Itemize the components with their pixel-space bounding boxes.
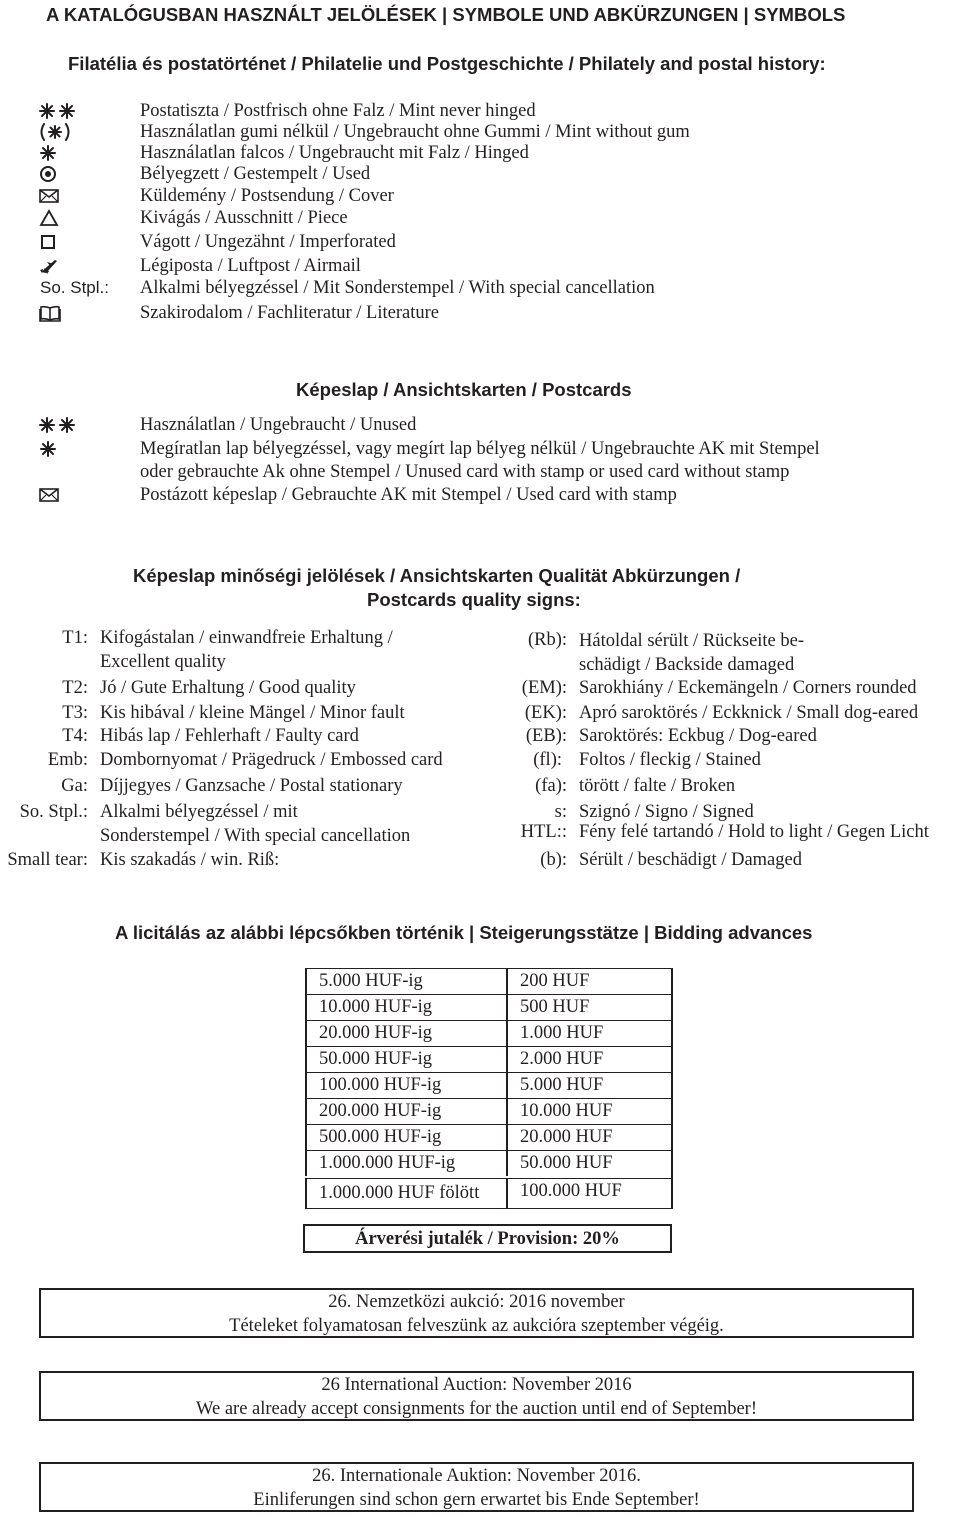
- symbol-description: Megíratlan lap bélyegzéssel, vagy megírt lap bélyeg nélkül / Ungebrauchte AK mit Stempel: [140, 439, 820, 459]
- table-row: [305, 994, 671, 1020]
- quality-description: Alkalmi bélyegzéssel / mit: [100, 802, 298, 822]
- quality-code: T1:: [62, 628, 88, 648]
- open-book-icon: [38, 302, 98, 324]
- symbol-description: oder gebrauchte Ak ohne Stempel / Unused card with stamp or used card without stamp: [140, 462, 790, 482]
- bid-limit-cell: 50.000 HUF-ig: [319, 1049, 433, 1069]
- bid-limit-cell: 500.000 HUF-ig: [319, 1127, 442, 1147]
- double-asterisk-icon: [38, 100, 98, 122]
- quality-description: Apró saroktörés / Eckknick / Small dog-eared: [579, 703, 919, 723]
- notice-line-2: Tételeket folyamatosan felveszünk az aukcióra szeptember végéig.: [229, 1316, 724, 1336]
- table-row: [305, 1124, 671, 1150]
- quality-code: (fa):: [535, 776, 567, 796]
- symbol-description: Vágott / Ungezähnt / Imperforated: [140, 232, 396, 252]
- bid-step-cell: 2.000 HUF: [520, 1049, 604, 1069]
- quality-code: (EK):: [524, 703, 567, 723]
- square-icon: [38, 231, 98, 253]
- notice-line-1: 26. Nemzetközi aukció: 2016 november: [328, 1292, 625, 1312]
- quality-code: (EB):: [525, 726, 567, 746]
- quality-code: s:: [554, 802, 567, 822]
- quality-description: Hibás lap / Fehlerhaft / Faulty card: [100, 726, 359, 746]
- page-title: A KATALÓGUSBAN HASZNÁLT JELÖLÉSEK | SYMBOLE UND ABKÜRZUNGEN | SYMBOLS: [46, 4, 846, 25]
- quality-description: Szignó / Signo / Signed: [579, 802, 754, 822]
- quality-section-title-line1: Képeslap minőségi jelölések / Ansichtskarten Qualität Abkürzungen /: [133, 565, 741, 586]
- symbol-description: Postatiszta / Postfrisch ohne Falz / Mint never hinged: [140, 101, 536, 121]
- bid-step-cell: 1.000 HUF: [520, 1023, 604, 1043]
- bidding-section-title: A licitálás az alábbi lépcsőkben történik | Steigerungsstätze | Bidding advances: [115, 922, 813, 943]
- quality-code: Small tear:: [7, 850, 88, 870]
- quality-code: (EM):: [521, 678, 567, 698]
- bid-step-cell: 500 HUF: [520, 997, 590, 1017]
- symbol-description: Használatlan falcos / Ungebraucht mit Falz / Hinged: [140, 143, 529, 163]
- bid-step-cell: 100.000 HUF: [520, 1181, 622, 1201]
- quality-description: Fény felé tartandó / Hold to light / Gegen Licht: [579, 822, 929, 842]
- asterisk-icon: [38, 142, 98, 164]
- notice-line-1: 26. Internationale Auktion: November 2016.: [312, 1466, 641, 1486]
- table-row: [305, 1178, 671, 1208]
- table-row: [305, 968, 671, 994]
- bid-step-cell: 10.000 HUF: [520, 1101, 613, 1121]
- bid-step-cell: 20.000 HUF: [520, 1127, 613, 1147]
- symbol-description: Szakirodalom / Fachliteratur / Literature: [140, 303, 439, 323]
- quality-description: Dombornyomat / Prägedruck / Embossed card: [100, 750, 443, 770]
- quality-description: Sonderstempel / With special cancellation: [100, 826, 411, 846]
- bid-limit-cell: 100.000 HUF-ig: [319, 1075, 442, 1095]
- quality-code: Emb:: [47, 750, 88, 770]
- table-row: [305, 1046, 671, 1072]
- envelope-icon: [38, 484, 98, 506]
- quality-description: Kifogástalan / einwandfreie Erhaltung /: [100, 628, 393, 648]
- quality-code: T4:: [62, 726, 88, 746]
- quality-description: Sarokhiány / Eckemängeln / Corners rounded: [579, 678, 917, 698]
- triangle-icon: [38, 207, 98, 229]
- bidding-table: [305, 968, 673, 1209]
- symbol-description: Légiposta / Luftpost / Airmail: [140, 256, 361, 276]
- quality-code: (Rb):: [527, 630, 567, 650]
- quality-description: schädigt / Backside damaged: [579, 655, 795, 675]
- philately-section-title: Filatélia és postatörténet / Philatelie und Postgeschichte / Philately and postal history:: [68, 53, 826, 74]
- double-asterisk-icon: [38, 414, 98, 436]
- circled-dot-icon: [38, 163, 98, 185]
- table-row: [305, 1020, 671, 1046]
- parenthesized-asterisk-icon: [38, 121, 98, 143]
- bid-limit-cell: 200.000 HUF-ig: [319, 1101, 442, 1121]
- quality-code: T3:: [62, 703, 88, 723]
- quality-description: Excellent quality: [100, 652, 226, 672]
- quality-code: So. Stpl.:: [19, 802, 88, 822]
- notice-box-german: [39, 1462, 914, 1512]
- quality-description: Foltos / fleckig / Stained: [579, 750, 761, 770]
- quality-code: (fl):: [533, 750, 562, 770]
- quality-description: Díjjegyes / Ganzsache / Postal stationary: [100, 776, 403, 796]
- notice-line-1: 26 International Auction: November 2016: [321, 1375, 632, 1395]
- table-row: [305, 1150, 671, 1176]
- notice-box-hungarian: [39, 1288, 914, 1338]
- provision-text: Árverési jutalék / Provision: 20%: [355, 1229, 620, 1249]
- symbol-description: Alkalmi bélyegzéssel / Mit Sonderstempel / With special cancellation: [140, 278, 655, 298]
- envelope-icon: [38, 185, 98, 207]
- quality-code: (b):: [540, 850, 567, 870]
- notice-line-2: We are already accept consignments for the auction until end of September!: [196, 1399, 757, 1419]
- symbol-description: Küldemény / Postsendung / Cover: [140, 186, 394, 206]
- bid-limit-cell: 1.000.000 HUF-ig: [319, 1153, 456, 1173]
- bid-limit-cell: 1.000.000 HUF fölött: [319, 1183, 480, 1203]
- quality-description: Kis szakadás / win. Riß:: [100, 850, 280, 870]
- quality-code: Ga:: [61, 776, 88, 796]
- quality-section-title-line2: Postcards quality signs:: [367, 589, 581, 610]
- quality-description: Kis hibával / kleine Mängel / Minor fault: [100, 703, 405, 723]
- bid-step-cell: 5.000 HUF: [520, 1075, 604, 1095]
- quality-description: Sérült / beschädigt / Damaged: [579, 850, 802, 870]
- symbol-description: Bélyegzett / Gestempelt / Used: [140, 164, 371, 184]
- bid-step-cell: 200 HUF: [520, 971, 590, 991]
- quality-code: T2:: [62, 678, 88, 698]
- quality-description: Hátoldal sérült / Rückseite be-: [579, 631, 805, 651]
- bid-step-cell: 50.000 HUF: [520, 1153, 613, 1173]
- bid-limit-cell: 20.000 HUF-ig: [319, 1023, 433, 1043]
- airplane-icon: [38, 255, 98, 277]
- symbol-description: Használatlan gumi nélkül / Ungebraucht ohne Gummi / Mint without gum: [140, 122, 690, 142]
- symbol-description: Kivágás / Ausschnitt / Piece: [140, 208, 348, 228]
- asterisk-icon: [38, 438, 98, 460]
- bid-limit-cell: 5.000 HUF-ig: [319, 971, 423, 991]
- notice-box-english: [39, 1371, 914, 1421]
- notice-line-2: Einliferungen sind schon gern erwartet bis Ende September!: [253, 1490, 700, 1510]
- quality-description: törött / falte / Broken: [579, 776, 736, 796]
- symbol-description: Postázott képeslap / Gebrauchte AK mit Stempel / Used card with stamp: [140, 485, 677, 505]
- symbol-description: Használatlan / Ungebraucht / Unused: [140, 415, 417, 435]
- table-row: [305, 1098, 671, 1124]
- table-row: [305, 1072, 671, 1098]
- postcards-section-title: Képeslap / Ansichtskarten / Postcards: [296, 379, 632, 400]
- quality-description: Saroktörés: Eckbug / Dog-eared: [579, 726, 817, 746]
- quality-code: HTL::: [520, 822, 567, 842]
- bid-limit-cell: 10.000 HUF-ig: [319, 997, 433, 1017]
- provision-box: [303, 1224, 672, 1253]
- symbol-label: So. Stpl.:: [40, 278, 109, 297]
- quality-description: Jó / Gute Erhaltung / Good quality: [100, 678, 356, 698]
